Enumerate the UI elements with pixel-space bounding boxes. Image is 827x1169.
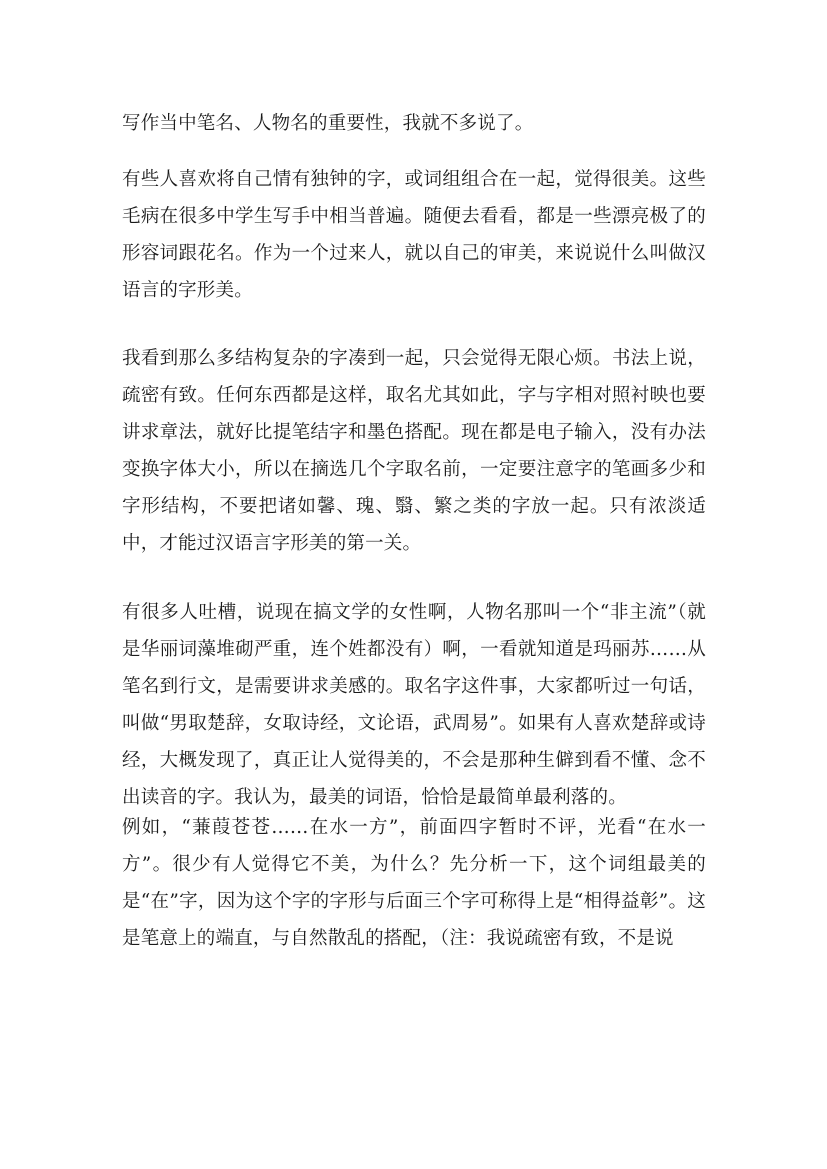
paragraph-density-balance: 我看到那么多结构复杂的字凑到一起，只会觉得无限心烦。书法上说，疏密有致。任何东西都是这样，取名尤其如此，字与字相对照衬映也要讲求章法，就好比提笔结字和墨色搭配。现在都是电子输入，没有办法变换字体大小，所以在摘选几个字取名前，一定要注意字的笔画多少和字形结构，不要把诸如馨、瑰、翳、繁之类的字放一起。只有浓淡适中，才能过汉语言字形美的第一关。 <box>122 348 706 554</box>
paragraph-example: 例如，“蒹葭苍苍……在水一方”，前面四字暂时不评，光看“在水一方”。很少有人觉得它不美，为什么？先分析一下，这个词组最美的是“在”字，因为这个字的字形与后面三个字可称得上是“相得益彰”。这是笔意上的端直，与自然散乱的搭配，（注：我说疏密有致，不是说 <box>122 817 706 949</box>
paragraph-intro: 写作当中笔名、人物名的重要性，我就不多说了。 <box>122 113 534 134</box>
paragraph-naming-advice: 有很多人吐槽，说现在搞文学的女性啊，人物名那叫一个“非主流”（就是华丽词藻堆砌严重，连个姓都没有）啊，一看就知道是玛丽苏……从笔名到行文，是需要讲求美感的。取名字这件事，大家都听过一句话，叫做“男取楚辞，女取诗经，文论语，武周易”。如果有人喜欢楚辞或诗经，大概发现了，真正让人觉得美的，不会是那种生僻到看不懂、念不出读音的字。我认为，最美的词语，恰恰是最简单最利落的。 <box>122 602 706 808</box>
paragraph-combining-words: 有些人喜欢将自己情有独钟的字，或词组组合在一起，觉得很美。这些毛病在很多中学生写手中相当普遍。随便去看看，都是一些漂亮极了的形容词跟花名。作为一个过来人，就以自己的审美，来说说什么叫做汉语言的字形美。 <box>122 169 706 301</box>
